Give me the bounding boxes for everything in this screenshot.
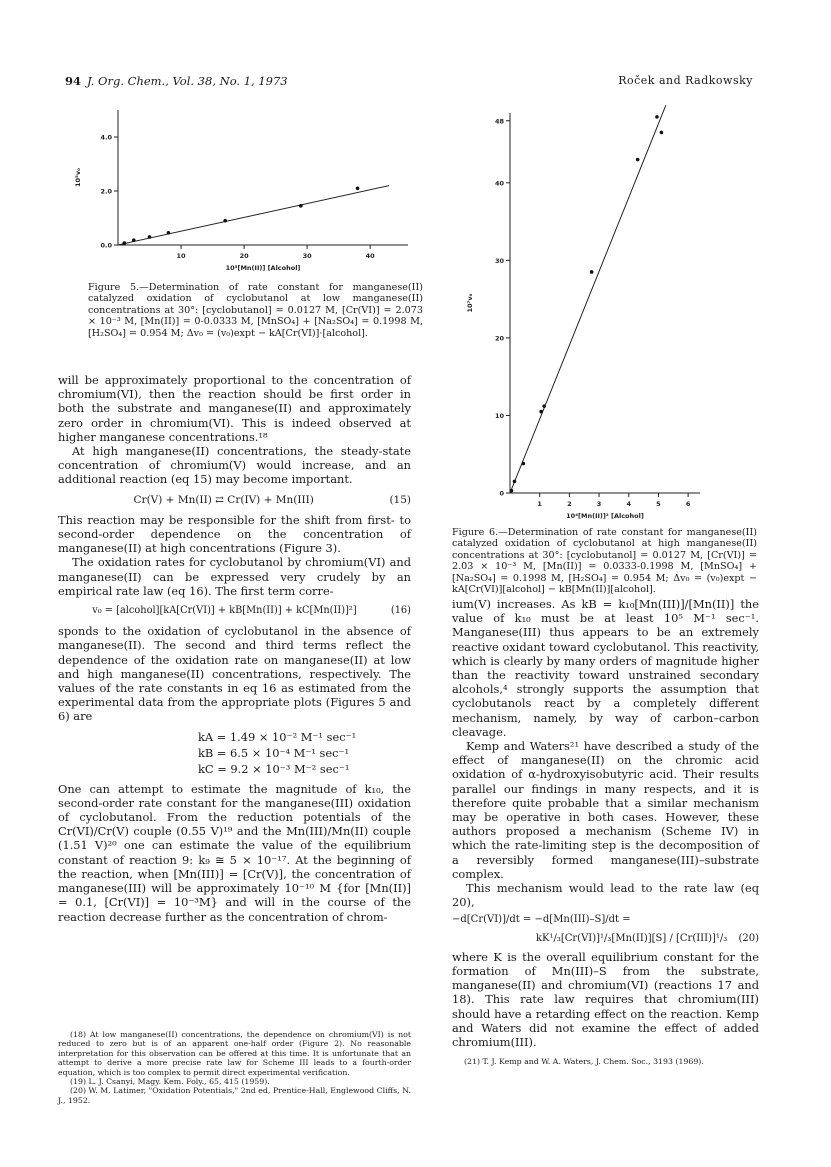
x-tick-label: 10: [176, 252, 186, 260]
fit-line: [118, 186, 389, 245]
equation-number: (20): [738, 932, 759, 944]
figure-5-caption: Figure 5.—Determination of rate constant for manganese(II) catalyzed oxidation of cyclobutanol at low manganese(II) concentrations at 30°: [cyclobutanol] = 0.0127 M, [Cr(VI)] = 2.073 × 10⁻³ M, [Mn(II)] = 0-0.0333 M, [MnSO₄] + [Na₂SO₄] = 0.1998 M, [H₂SO₄] = 0.954 M; Δv₀ = (v₀)expt − kA[Cr(VI)]·[alcohol].: [88, 282, 423, 339]
y-axis-label: 10⁷v₀: [466, 293, 474, 313]
x-tick-label: 20: [239, 252, 249, 260]
equation-line: −d[Cr(VI)]/dt = −d[Mn(III)–S]/dt =: [452, 914, 631, 926]
x-tick-label: 4: [626, 500, 632, 508]
paragraph: This mechanism would lead to the rate law (eq 20),: [452, 881, 759, 910]
rate-constant-kc: kC = 9.2 × 10⁻³ M⁻² sec⁻¹: [198, 761, 350, 776]
paragraph: sponds to the oxidation of cyclobutanol in the absence of manganese(II). The second and third terms reflect the dependence of the oxidation rate on manganese(II) at low and high manganese(II) concentrations, respectively. The values of the rate constants in eq 16 as estimated from the experimental data from the appropriate plots (Figures 5 and 6) are: [58, 624, 411, 724]
x-tick-label: 2: [567, 500, 572, 508]
paragraph: The oxidation rates for cyclobutanol by chromium(VI) and manganese(II) can be expressed very crudely by an empirical rate law (eq 16). The first term corre-: [58, 555, 411, 598]
y-tick-label: 10: [494, 411, 504, 420]
data-point: [223, 219, 227, 223]
figure-6-chart: [455, 108, 705, 520]
data-point: [655, 115, 659, 119]
x-tick-label: 1: [537, 500, 542, 508]
figure-5-chart: [74, 105, 423, 277]
x-axis-label: 10⁴[Mn(II)]² [Alcohol]: [566, 512, 644, 520]
data-point: [356, 187, 360, 191]
paragraph: where K is the overall equilibrium constant for the formation of Mn(III)–S from the substrate, manganese(II) and chromium(VI) (reactions 17 and 18). This rate law requires that chromium(III) should have a retarding effect on the reaction. Kemp and Waters did not examine the effect of added chromium(III).: [452, 949, 759, 1050]
data-point: [299, 204, 303, 208]
data-point: [539, 410, 543, 414]
data-point: [132, 238, 136, 242]
data-point: [167, 231, 171, 235]
y-tick-label: 0: [499, 489, 504, 498]
paragraph: At high manganese(II) concentrations, the steady-state concentration of chromium(V) would increase, and an additional reaction (eq 15) may become important.: [58, 444, 411, 487]
y-tick-label: 30: [494, 256, 504, 265]
data-point: [636, 158, 640, 162]
y-tick-label: 40: [494, 179, 504, 188]
page-number: 94: [65, 74, 82, 88]
equation-line: [452, 932, 759, 946]
data-point: [510, 489, 514, 493]
x-tick-label: 30: [302, 252, 312, 260]
x-tick-label: 40: [365, 252, 375, 260]
y-tick-label: 0.0: [100, 241, 112, 250]
rate-constant-ka: kA = 1.49 × 10⁻² M⁻¹ sec⁻¹: [198, 729, 357, 744]
rate-constant-kb: kB = 6.5 × 10⁻⁴ M⁻¹ sec⁻¹: [198, 745, 350, 760]
fit-line: [510, 105, 666, 493]
y-tick-label: 20: [494, 334, 504, 343]
footnote-21: (21) T. J. Kemp and W. A. Waters, J. Chem. Soc., 3193 (1969).: [464, 1057, 704, 1067]
equation-number: (16): [390, 605, 411, 617]
journal-citation: J. Org. Chem., Vol. 38, No. 1, 1973: [87, 74, 288, 88]
y-axis-label: 10⁵v₀: [74, 168, 82, 187]
rate-constants: [58, 729, 411, 777]
footnote-19: (19) L. J. Csanyi, Magy. Kem. Foly., 65, 415 (1959).: [70, 1077, 270, 1087]
data-point: [148, 235, 152, 239]
y-tick-label: 48: [494, 117, 504, 126]
footnote-18: (18) At low manganese(II) concentrations, the dependence on chromium(VI) is not reduced to zero but is of an apparent one-half order (Figure 2). No reasonable interpretation for this observation can be offered at this time. It is unfortunate that an attempt to derive a more precise rate law for Scheme III leads to a fourth-order equation, which is too complex to permit direct experimental verification.: [58, 1030, 411, 1077]
footnote-20: (20) W. M. Latimer, "Oxidation Potentials," 2nd ed, Prentice-Hall, Englewood Cliffs, N. J., 1952.: [58, 1086, 411, 1105]
equation-20: [452, 913, 759, 945]
data-point: [542, 404, 546, 408]
paragraph: This reaction may be responsible for the shift from first- to second-order dependence on the concentration of manganese(II) at high concentrations (Figure 3).: [58, 512, 411, 556]
x-tick-label: 6: [685, 500, 691, 508]
data-point: [590, 270, 594, 274]
x-axis-label: 10⁵[Mn(II)] [Alcohol]: [225, 264, 301, 272]
x-tick-label: 5: [656, 500, 661, 508]
paragraph: ium(V) increases. As kB = k₁₀[Mn(III)]/[Mn(II)] the value of k₁₀ must be at least 10⁵ M⁻¹ sec⁻¹. Manganese(III) thus appears to be an extremely reactive oxidant toward cyclobutanol. This reactivity, which is clearly by many orders of magnitude higher than the reactivity toward unstrained secondary alcohols,⁴ strongly supports the assumption that cyclobutanols react by a completely different mechanism, namely, by way of carbon–carbon cleavage.: [452, 597, 759, 739]
paragraph: Kemp and Waters²¹ have described a study of the effect of manganese(II) on the chromic acid oxidation of α-hydroxyisobutyric acid. Their results parallel our findings in many respects, and it is therefore quite probable that a similar mechanism may be operative in both cases. However, these authors proposed a mechanism (Scheme IV) in which the rate-limiting step is the decomposition of a reversibly formed manganese(III)–substrate complex.: [452, 739, 759, 881]
y-tick-label: 2.0: [100, 187, 112, 196]
equation-text: kK¹/₃[Cr(VI)]¹/₃[Mn(II)][S] / [Cr(III)]¹/₃: [535, 932, 728, 944]
running-header-left: [65, 74, 288, 88]
paragraph: will be approximately proportional to the concentration of chromium(VI), then the reaction should be first order in both the substrate and manganese(II) and approximately zero order in chromium(VI). This is indeed observed at higher manganese concentrations.¹⁸: [58, 373, 411, 444]
equation-text: Cr(V) + Mn(II) ⇄ Cr(IV) + Mn(III): [133, 493, 314, 506]
y-tick-label: 4.0: [100, 133, 112, 142]
data-point: [513, 480, 517, 484]
data-point: [123, 241, 127, 245]
paragraph: One can attempt to estimate the magnitude of k₁₀, the second-order rate constant for the manganese(III) oxidation of cyclobutanol. From the reduction potentials of the Cr(VI)/Cr(V) couple (0.55 V)¹⁹ and the Mn(III)/Mn(II) couple (1.51 V)²⁰ one can estimate the value of the equilibrium constant of reaction 9: k₉ ≅ 5 × 10⁻¹⁷. At the beginning of the reaction, when [Mn(III)] = [Cr(V)], the concentration of manganese(III) will be approximately 10⁻¹⁰ M {for [Mn(II)] = 0.1, [Cr(VI)] = 10⁻³M} and will in the course of the reaction decrease further as the concentration of chrom-: [58, 781, 411, 924]
running-header-authors: Roček and Radkowsky: [618, 74, 753, 87]
data-point: [660, 131, 664, 135]
left-column: [58, 373, 411, 924]
equation-15: [58, 493, 411, 507]
x-tick-label: 3: [596, 500, 602, 508]
figure-6-caption: Figure 6.—Determination of rate constant for manganese(II) catalyzed oxidation of cyclobutanol at high manganese(II) concentrations at 30°: [cyclobutanol] = 0.0127 M, [Cr(VI)] = 2.03 × 10⁻³ M, [Mn(II)] = 0.0333-0.1998 M, [MnSO₄] + [Na₂SO₄] = 0.1998 M, [H₂SO₄] = 0.954 M; Δv₀ = (v₀)expt − kA[Cr(VI)][alcohol] − kB[Mn(II)][alcohol].: [452, 527, 757, 596]
right-column: [452, 597, 759, 1067]
footnotes-left: [58, 1030, 411, 1105]
equation-number: (15): [389, 493, 411, 506]
equation-16: [58, 604, 411, 618]
equation-text: v₀ = [alcohol][kA[Cr(VI)] + kB[Mn(II)] + kC[Mn(II)]²]: [92, 605, 357, 617]
data-point: [522, 462, 526, 466]
